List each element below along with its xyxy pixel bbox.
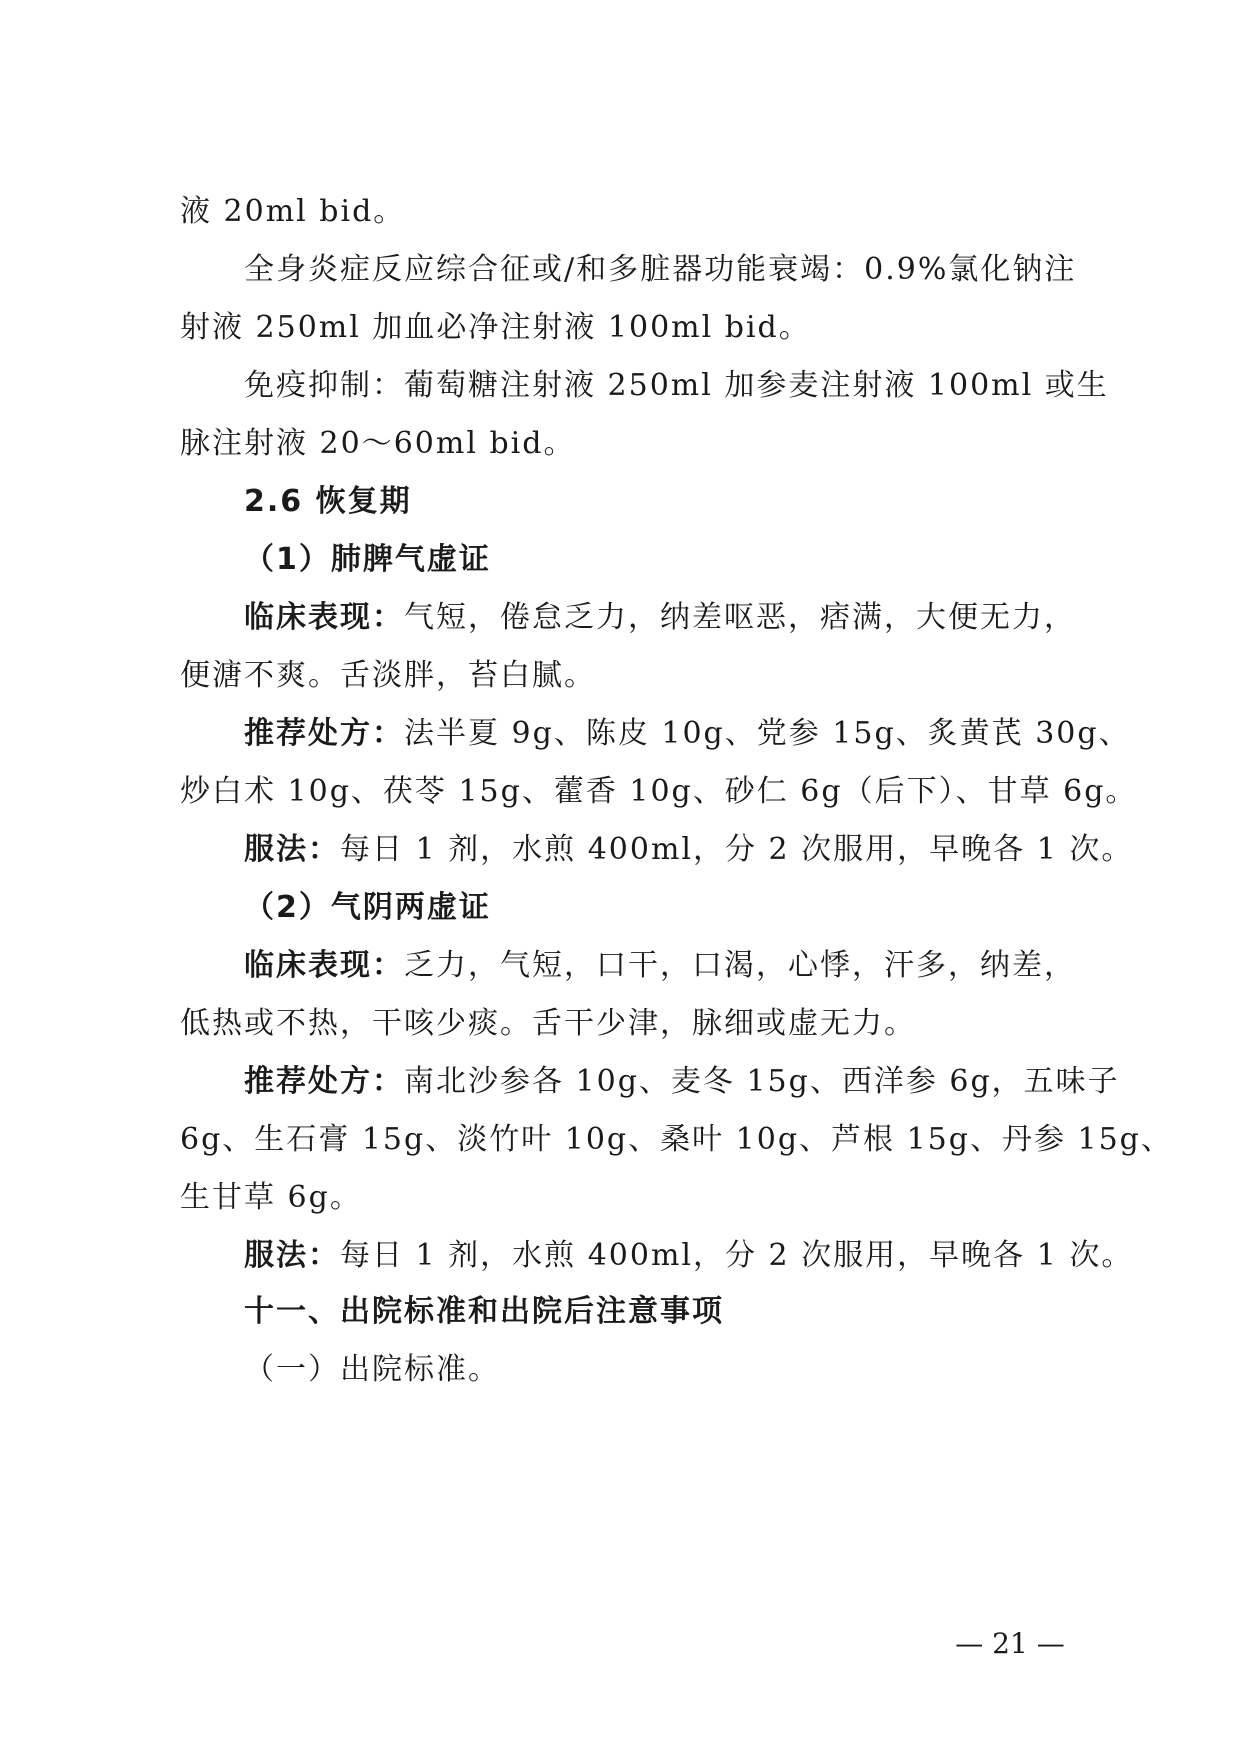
text-line: 6g、生石膏 15g、淡竹叶 10g、桑叶 10g、芦根 15g、丹参 15g、	[180, 1122, 1173, 1157]
prescription-text: 南北沙参各 10g、麦冬 15g、西洋参 6g，五味子	[404, 1064, 1120, 1099]
text-line: 全身炎症反应综合征或/和多脏器功能衰竭：0.9%氯化钠注	[244, 252, 1077, 287]
text-line: 生甘草 6g。	[180, 1180, 362, 1215]
usage-label: 服法：	[244, 832, 340, 867]
prescription-label: 推荐处方：	[244, 1064, 404, 1099]
prescription-line	[244, 714, 1131, 754]
text-line: 脉注射液 20～60ml bid。	[180, 426, 576, 461]
clinical-manifestation-label: 临床表现：	[244, 948, 404, 983]
usage-line	[244, 830, 1134, 870]
text-line: 便溏不爽。舌淡胖，苔白腻。	[180, 658, 596, 693]
text-line: 免疫抑制：葡萄糖注射液 250ml 加参麦注射液 100ml 或生	[244, 368, 1109, 403]
prescription-label: 推荐处方：	[244, 716, 404, 751]
text-line: 炒白术 10g、茯苓 15g、藿香 10g、砂仁 6g（后下）、甘草 6g。	[180, 774, 1138, 809]
subsection-heading: （一）出院标准。	[244, 1352, 500, 1387]
text-line: 液 20ml bid。	[180, 194, 406, 229]
page-number: — 21 —	[955, 1627, 1065, 1660]
prescription-line	[244, 1062, 1120, 1102]
usage-text: 每日 1 剂，水煎 400ml，分 2 次服用，早晚各 1 次。	[340, 1238, 1134, 1273]
text-line: 射液 250ml 加血必净注射液 100ml bid。	[180, 310, 811, 345]
subsection-heading: （2）气阴两虚证	[244, 890, 491, 925]
prescription-text: 法半夏 9g、陈皮 10g、党参 15g、炙黄芪 30g、	[404, 716, 1131, 751]
text-line: 低热或不热，干咳少痰。舌干少津，脉细或虚无力。	[180, 1006, 916, 1041]
section-heading: 2.6 恢复期	[244, 484, 412, 519]
clinical-manifestation-line	[244, 598, 1076, 638]
chapter-heading: 十一、出院标准和出院后注意事项	[244, 1294, 724, 1329]
usage-text: 每日 1 剂，水煎 400ml，分 2 次服用，早晚各 1 次。	[340, 832, 1134, 867]
usage-line	[244, 1236, 1134, 1276]
clinical-manifestation-line	[244, 946, 1076, 986]
subsection-heading: （1）肺脾气虚证	[244, 542, 491, 577]
clinical-manifestation-label: 临床表现：	[244, 600, 404, 635]
clinical-manifestation-text: 气短，倦怠乏力，纳差呕恶，痞满，大便无力，	[404, 600, 1076, 635]
usage-label: 服法：	[244, 1238, 340, 1273]
clinical-manifestation-text: 乏力，气短，口干，口渴，心悸，汗多，纳差，	[404, 948, 1076, 983]
